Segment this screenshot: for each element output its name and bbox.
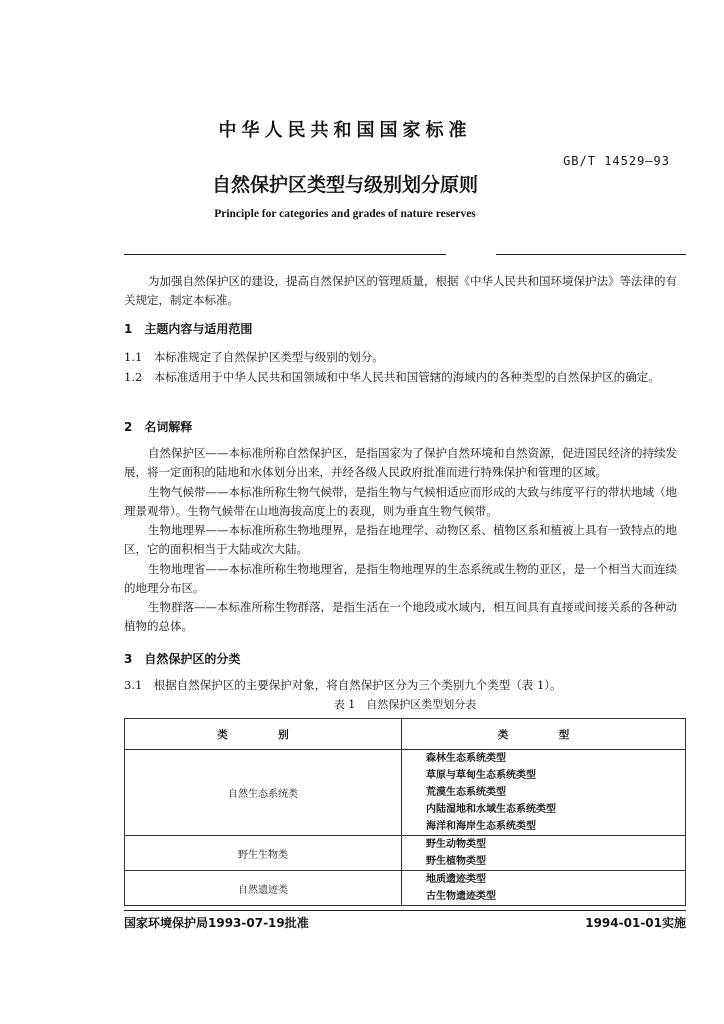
table-row [125, 836, 686, 871]
header-rule-right [496, 254, 686, 255]
national-standard-heading: 中华人民共和国国家标准 [218, 120, 472, 141]
standard-code: GB/T 14529—93 [563, 154, 670, 168]
section-1-heading: 1 主题内容与适用范围 [124, 322, 253, 336]
clause-1-1: 1.1 本标准规定了自然保护区类型与级别的划分。 [124, 350, 384, 364]
classification-table [124, 718, 686, 906]
definition-nature-reserve: 自然保护区——本标准所称自然保护区，是指国家为了保护自然环境和自然资源，促进国民经济的持续发展，将一定面积的陆地和水体划分出来，并经各级人民政府批准而进行特殊保护和管理的区域。 [124, 446, 677, 479]
intro-paragraph: 为加强自然保护区的建设，提高自然保护区的管理质量，根据《中华人民共和国环境保护法》等法律的有关规定，制定本标准。 [124, 274, 677, 307]
definition-biogeographic-realm: 生物地理界——本标准所称生物地理界，是指在地理学、动物区系、植物区系和植被上具有一致特点的地区，它的面积相当于大陆或次大陆。 [124, 523, 677, 556]
type-item: 内陆湿地和水域生态系统类型 [426, 804, 556, 815]
clause-1-2: 1.2 本标准适用于中华人民共和国领域和中华人民共和国管辖的海域内的各种类型的自然保护区的确定。 [124, 370, 660, 384]
type-item: 地质遗迹类型 [426, 874, 486, 885]
definition-biogeographic-province: 生物地理省——本标准所称生物地理省，是指生物地理界的生态系统或生物的亚区，是一个相当大而连续的地理分布区。 [124, 562, 677, 595]
type-item: 荒漠生态系统类型 [426, 787, 506, 798]
types-cell [402, 871, 686, 906]
type-item: 森林生态系统类型 [426, 753, 506, 764]
types-cell [402, 836, 686, 871]
section-2-heading: 2 名词解释 [124, 420, 193, 434]
implementation-date: 1994-01-01实施 [585, 916, 686, 930]
table-caption: 表 1 自然保护区类型划分表 [333, 698, 477, 711]
type-item: 海洋和海岸生态系统类型 [426, 821, 536, 832]
category-cell: 自然生态系统类 [125, 750, 402, 836]
type-item: 野生动物类型 [426, 839, 486, 850]
footer-rule [124, 910, 686, 911]
type-item: 古生物遗迹类型 [426, 891, 496, 902]
definition-biocommunity: 生物群落——本标准所称生物群落，是指生活在一个地段或水域内，相互间具有直接或间接关系的各种动植物的总体。 [124, 600, 677, 633]
column-header-type: 类 型 [402, 719, 686, 750]
document-title-en: Principle for categories and grades of nature reserves [214, 208, 476, 220]
type-item: 草原与草甸生态系统类型 [426, 770, 536, 781]
types-cell [402, 750, 686, 836]
approval-date: 国家环境保护局1993-07-19批准 [124, 916, 309, 930]
definition-bioclimatic-zone: 生物气候带——本标准所称生物气候带，是指生物与气候相适应而形成的大致与纬度平行的带状地域（地理景观带）。生物气候带在山地海拔高度上的表现，则为垂直生物气候带。 [124, 485, 677, 518]
document-title-cn: 自然保护区类型与级别划分原则 [211, 174, 478, 196]
table-row [125, 750, 686, 836]
type-item: 野生植物类型 [426, 856, 486, 867]
section-3-heading: 3 自然保护区的分类 [124, 652, 241, 666]
category-cell: 自然遗迹类 [125, 871, 402, 906]
clause-3-1: 3.1 根据自然保护区的主要保护对象，将自然保护区分为三个类别九个类型（表 1）。 [124, 678, 562, 692]
column-header-category: 类 别 [125, 719, 402, 750]
header-rule-left [124, 254, 446, 255]
table-header-row [125, 719, 686, 750]
category-cell: 野生生物类 [125, 836, 402, 871]
table-row [125, 871, 686, 906]
